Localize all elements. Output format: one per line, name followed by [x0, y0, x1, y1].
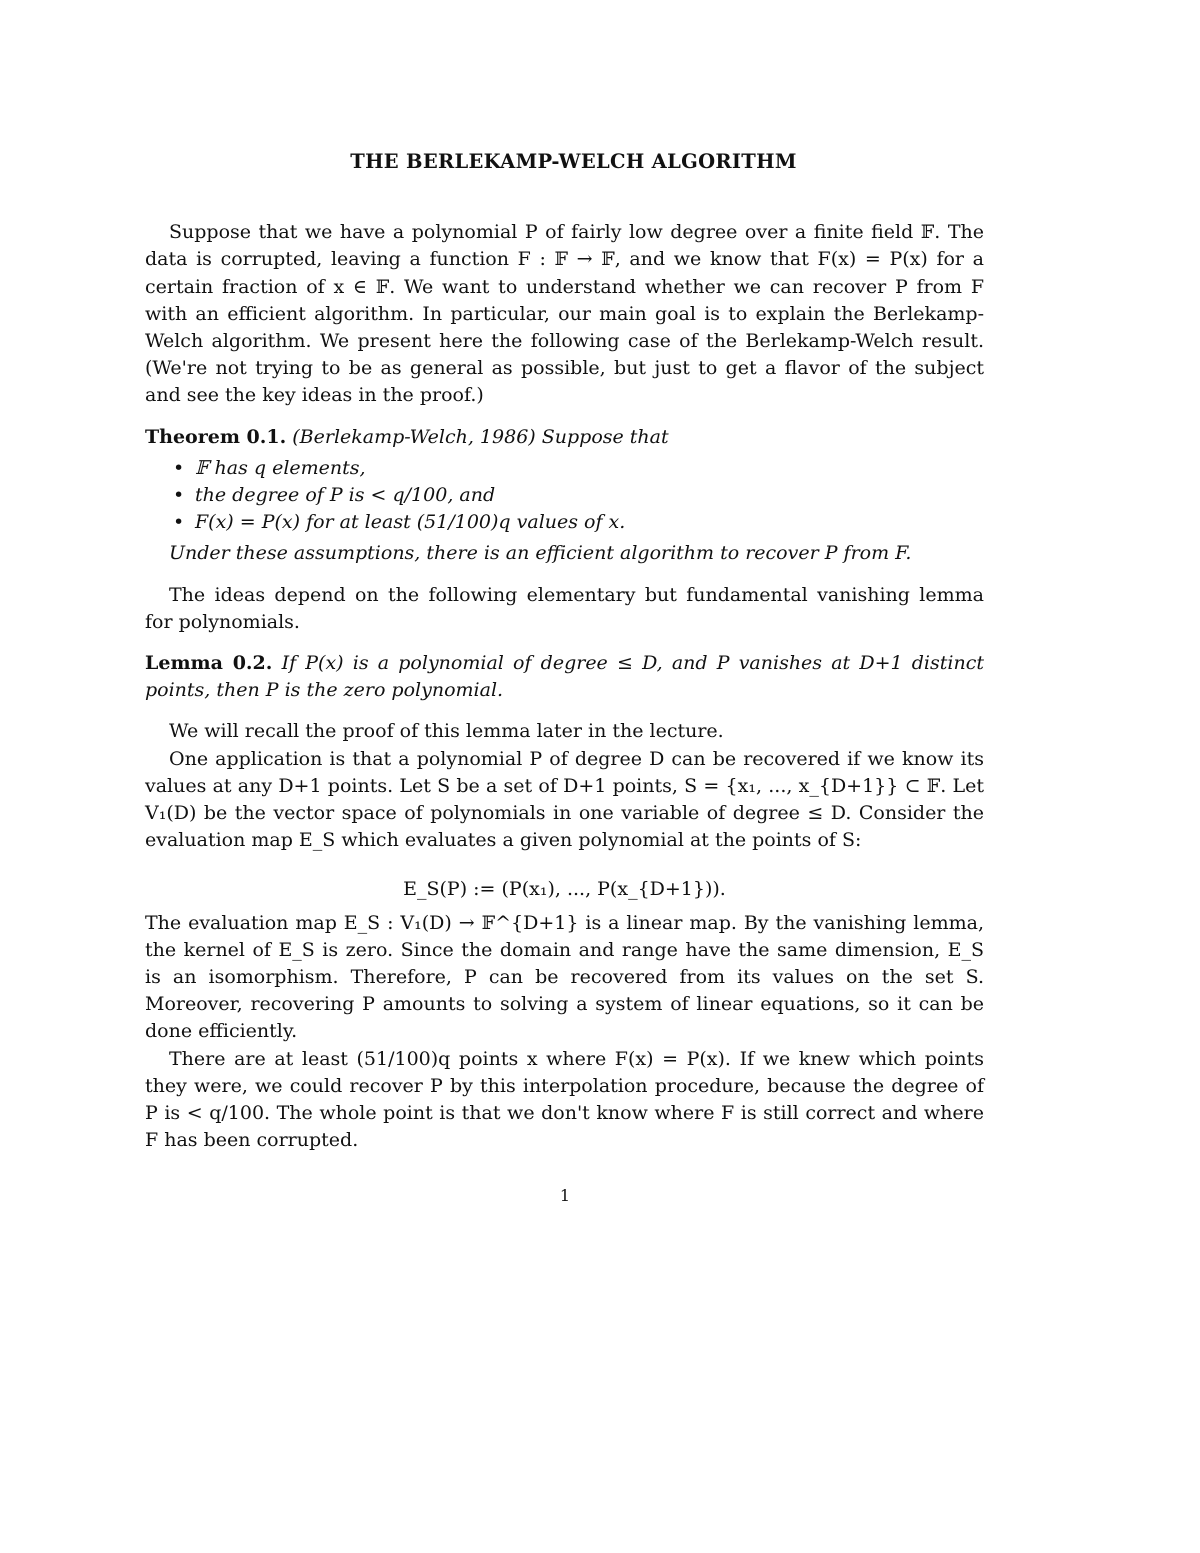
hypothesis-item: • the degree of P is < q/100, and [195, 482, 984, 509]
theorem-lead: (Berlekamp-Welch, 1986) Suppose that [292, 425, 669, 448]
theorem-statement [145, 424, 984, 451]
theorem-heading: Theorem 0.1. [145, 425, 287, 448]
page-number: 1 [559, 1186, 571, 1205]
hypothesis-item: • 𝔽 has q elements, [195, 455, 984, 482]
paper-title: THE BERLEKAMP-WELCH ALGORITHM [350, 150, 797, 173]
lemma-heading: Lemma 0.2. [145, 652, 273, 675]
theorem-block [145, 424, 984, 568]
lemma-body: If P(x) is a polynomial of degree ≤ D, and P vanishes at D+1 distinct points, then P is the zero polynomial. [145, 652, 984, 702]
display-equation: E_S(P) := (P(x₁), ..., P(x_{D+1})). [403, 878, 726, 901]
hypothesis-item: • F(x) = P(x) for at least (51/100)q values of x. [195, 509, 984, 536]
theorem-hypotheses [195, 455, 984, 537]
recall-paragraph: We will recall the proof of this lemma later in the lecture. [169, 720, 724, 743]
evaluation-paragraph: The evaluation map E_S : V₁(D) → 𝔽^{D+1} is a linear map. By the vanishing lemma, the kernel of E_S is zero. Since the domain and range have the same dimension, E_S is an isomorphism. Therefore, P can be recovered from its values on the set S. Moreover, recovering P amounts to solving a system of linear equations, so it can be done efficiently. [145, 911, 984, 1043]
lemma-statement [145, 650, 984, 704]
closing-paragraph: There are at least (51/100)q points x where F(x) = P(x). If we knew which points they were, we could recover P by this interpolation procedure, because the degree of P is < q/100. The whole point is that we don't know where F is still correct and where F has been corrupted. [145, 1047, 984, 1152]
application-paragraph: One application is that a polynomial P of degree D can be recovered if we know its values at any D+1 points. Let S be a set of D+1 points, S = {x₁, ..., x_{D+1}} ⊂ 𝔽. Let V₁(D) be the vector space of polynomials in one variable of degree ≤ D. Consider the evaluation map E_S which evaluates a given polynomial at the points of S: [145, 747, 984, 852]
ideas-paragraph: The ideas depend on the following elementary but fundamental vanishing lemma for polynomials. [145, 583, 984, 633]
intro-paragraph: Suppose that we have a polynomial P of fairly low degree over a finite field 𝔽. The data is corrupted, leaving a function F : 𝔽 → 𝔽, and we know that F(x) = P(x) for a certain fraction of x ∈ 𝔽. We want to understand whether we can recover P from F with an efficient algorithm. In particular, our main goal is to explain the Berlekamp-Welch algorithm. We present here the following case of the Berlekamp-Welch result. (We're not trying to be as general as possible, but just to get a flavor of the subject and see the key ideas in the proof.) [145, 221, 984, 407]
theorem-conclusion: Under these assumptions, there is an efficient algorithm to recover P from F. [169, 542, 912, 565]
